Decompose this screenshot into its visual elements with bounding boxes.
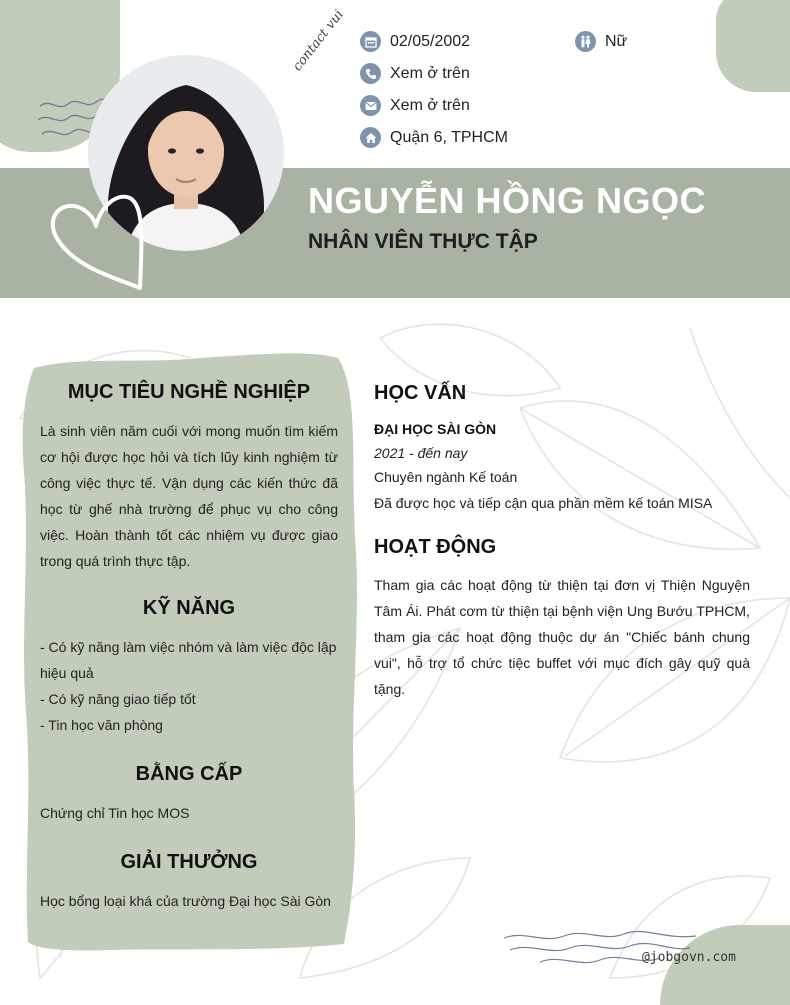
candidate-name: NGUYỄN HỒNG NGỌC: [308, 180, 707, 221]
home-icon: [360, 127, 381, 148]
birthdate-text: 02/05/2002: [390, 32, 471, 50]
school-name: ĐẠI HỌC SÀI GÒN: [374, 421, 497, 437]
watermark-text: @jobgovn.com: [642, 950, 736, 965]
skills-list: [40, 634, 338, 738]
activities-text: Tham gia các hoạt động từ thiện tại đơn vị Thiện Nguyện Tâm Ái. Phát cơm từ thiện tại bệnh viện Ung Bướu TPHCM, tham gia các hoạt động thuộc dự án "Chiếc bánh chung vui", hỗ trợ tổ chức tiệc buffet với mục đích gây quỹ quà tặng.: [374, 577, 750, 697]
education-major: Chuyên ngành Kế toán: [374, 469, 518, 485]
phone-text: Xem ở trên: [390, 64, 470, 82]
phone-icon: [360, 63, 381, 84]
education-detail: Đã được học và tiếp cận qua phần mềm kế toán MISA: [374, 495, 713, 511]
contact-script-label: contact vui: [290, 7, 347, 75]
education-period: 2021 - đến nay: [374, 445, 468, 461]
skill-item: - Tin học văn phòng: [40, 717, 163, 733]
objective-text: Là sinh viên năm cuối với mong muốn tìm kiếm cơ hội được học hỏi và tích lũy kinh nghiệm từ công việc thực tế. Vận dụng các kiến thức đã học từ ghế nhà trường để phục vụ cho công việc. Hoàn thành tốt các nhiệm vụ được giao trong quá trình thực tập.: [40, 423, 338, 569]
education-heading: HỌC VẤN: [374, 382, 467, 404]
skill-item: - Có kỹ năng giao tiếp tốt: [40, 691, 196, 707]
certs-text: Chứng chỉ Tin học MOS: [40, 805, 190, 821]
email-text: Xem ở trên: [390, 96, 470, 114]
gender-icon: [575, 31, 596, 52]
candidate-role: NHÂN VIÊN THỰC TẬP: [308, 230, 538, 253]
address-text: Quận 6, TPHCM: [390, 128, 508, 146]
certs-heading: BẰNG CẤP: [135, 763, 243, 785]
contact-address: [360, 127, 508, 148]
awards-heading: GIẢI THƯỞNG: [120, 851, 258, 873]
calendar-icon: [360, 31, 381, 52]
skills-heading: KỸ NĂNG: [142, 597, 236, 619]
activities-heading: HOẠT ĐỘNG: [374, 536, 497, 558]
contact-birthdate: [360, 31, 470, 52]
right-column: [374, 378, 750, 702]
heart-outline-decoration: [46, 178, 150, 294]
awards-text: Học bổng loại khá của trường Đại học Sài Gòn: [40, 893, 331, 909]
envelope-icon: [360, 95, 381, 116]
contact-phone: [360, 63, 470, 84]
skill-item: - Có kỹ năng làm việc nhóm và làm việc độc lập hiệu quả: [40, 639, 337, 681]
gender-text: Nữ: [605, 32, 628, 50]
left-column: [40, 378, 338, 914]
contact-email: [360, 95, 470, 116]
decorative-blob-top-right: [716, 0, 790, 92]
contact-gender: [575, 31, 627, 52]
objective-heading: MỤC TIÊU NGHỀ NGHIỆP: [67, 381, 311, 403]
